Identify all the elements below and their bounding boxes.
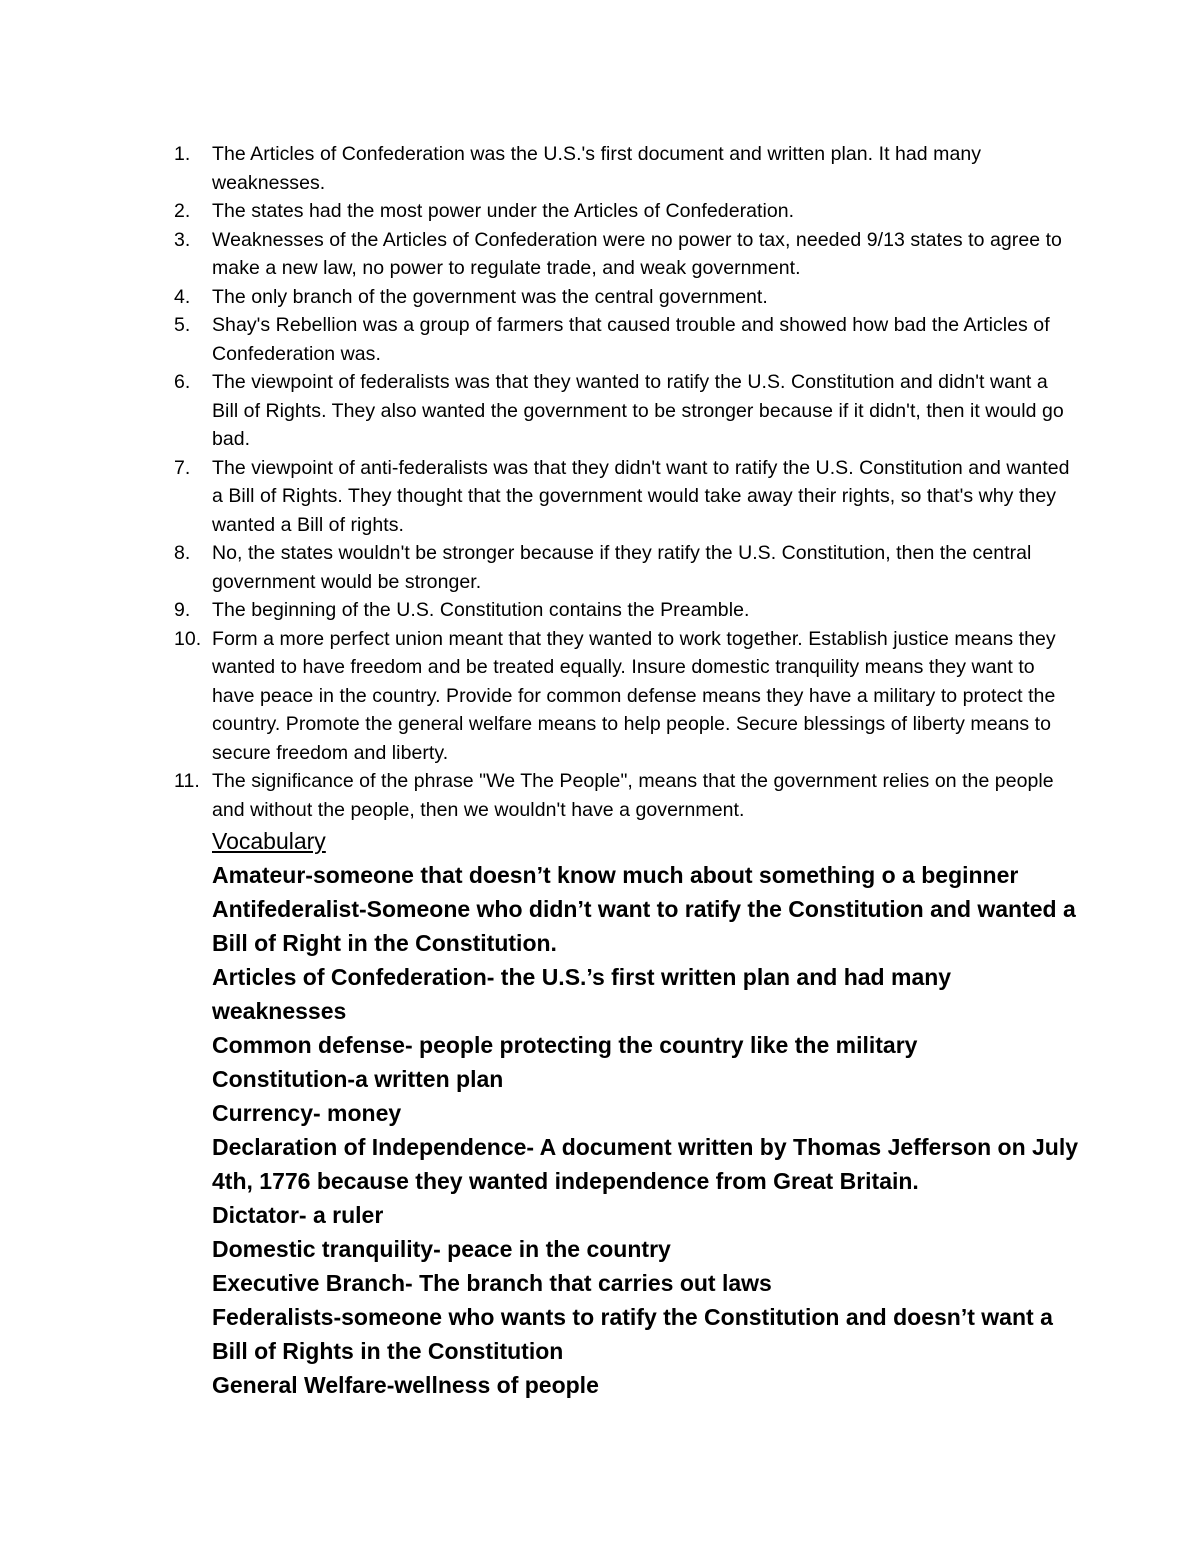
vocabulary-entry: Declaration of Independence- A document written by Thomas Jefferson on July 4th, 1776 because they wanted independence from Great Britain.: [212, 1134, 1079, 1194]
vocabulary-entry: Constitution-a written plan: [212, 1066, 504, 1092]
item-text: Weaknesses of the Articles of Confederation were no power to tax, needed 9/13 states to agree to make a new law, no power to regulate trade, and weak government.: [212, 228, 1062, 279]
vocabulary-entry: Executive Branch- The branch that carries out laws: [212, 1270, 772, 1296]
vocabulary-entry: Dictator- a ruler: [212, 1202, 384, 1228]
item-number: 5.: [174, 314, 191, 336]
list-item: [170, 311, 1070, 368]
vocabulary-entry: Domestic tranquility- peace in the country: [212, 1236, 671, 1262]
vocabulary-entry: Amateur-someone that doesn’t know much about something o a beginner: [212, 862, 1019, 888]
item-text: The Articles of Confederation was the U.S.'s first document and written plan. It had many weaknesses.: [212, 143, 982, 194]
vocabulary-entry: Antifederalist-Someone who didn’t want to ratify the Constitution and wanted a Bill of Right in the Constitution.: [212, 896, 1076, 956]
list-item: [170, 625, 1070, 768]
item-number: 11.: [174, 770, 200, 792]
vocabulary-heading: Vocabulary: [212, 828, 326, 854]
vocabulary-entry: Currency- money: [212, 1100, 402, 1126]
item-text: Form a more perfect union meant that they wanted to work together. Establish justice means they wanted to have freedom and be treated equally. Insure domestic tranquility means they want to have peace in the country. Provide for common defense means they have a military to protect the country. Promote the general welfare means to help people. Secure blessings of liberty means to secure freedom and liberty.: [212, 627, 1056, 764]
list-item: [170, 454, 1070, 540]
vocabulary-entry: Articles of Confederation- the U.S.’s first written plan and had many weaknesses: [212, 964, 952, 1024]
item-number: 6.: [174, 371, 191, 393]
item-number: 3.: [174, 228, 191, 251]
item-text: Shay's Rebellion was a group of farmers that caused trouble and showed how bad the Articles of Confederation was.: [212, 314, 1050, 365]
item-text: The beginning of the U.S. Constitution contains the Preamble.: [212, 599, 750, 621]
item-text: The significance of the phrase "We The People", means that the government relies on the people and without the people, then we wouldn't have a government.: [212, 770, 1054, 821]
item-number: 10.: [174, 627, 202, 650]
vocabulary-section: [212, 824, 1082, 1402]
item-number: 9.: [174, 599, 191, 621]
list-item: [170, 283, 1070, 312]
vocabulary-entry: Common defense- people protecting the country like the military: [212, 1032, 918, 1058]
question-list: [170, 140, 1070, 824]
item-text: The viewpoint of federalists was that they wanted to ratify the U.S. Constitution and didn't want a Bill of Rights. They also wanted the government to be stronger because if it didn't, then it would go bad.: [212, 371, 1064, 450]
list-item: [170, 596, 1070, 625]
item-number: 1.: [174, 143, 191, 165]
item-text: The viewpoint of anti-federalists was that they didn't want to ratify the U.S. Constitution and wanted a Bill of Rights. They thought that the government would take away their rights, so that's why they wanted a Bill of rights.: [212, 456, 1070, 536]
item-number: 8.: [174, 542, 191, 564]
list-item: [170, 140, 1070, 197]
item-text: The states had the most power under the Articles of Confederation.: [212, 200, 795, 222]
vocabulary-entry: General Welfare-wellness of people: [212, 1372, 599, 1398]
list-item: [170, 197, 1070, 226]
list-item: [170, 368, 1070, 454]
item-text: The only branch of the government was the central government.: [212, 285, 768, 308]
item-number: 4.: [174, 285, 191, 308]
list-item: [170, 767, 1070, 824]
item-number: 2.: [174, 200, 191, 222]
list-item: [170, 226, 1070, 283]
item-number: 7.: [174, 456, 191, 479]
list-item: [170, 539, 1070, 596]
vocabulary-entry: Federalists-someone who wants to ratify the Constitution and doesn’t want a Bill of Rights in the Constitution: [212, 1304, 1053, 1364]
item-text: No, the states wouldn't be stronger because if they ratify the U.S. Constitution, then the central government would be stronger.: [212, 542, 1032, 593]
